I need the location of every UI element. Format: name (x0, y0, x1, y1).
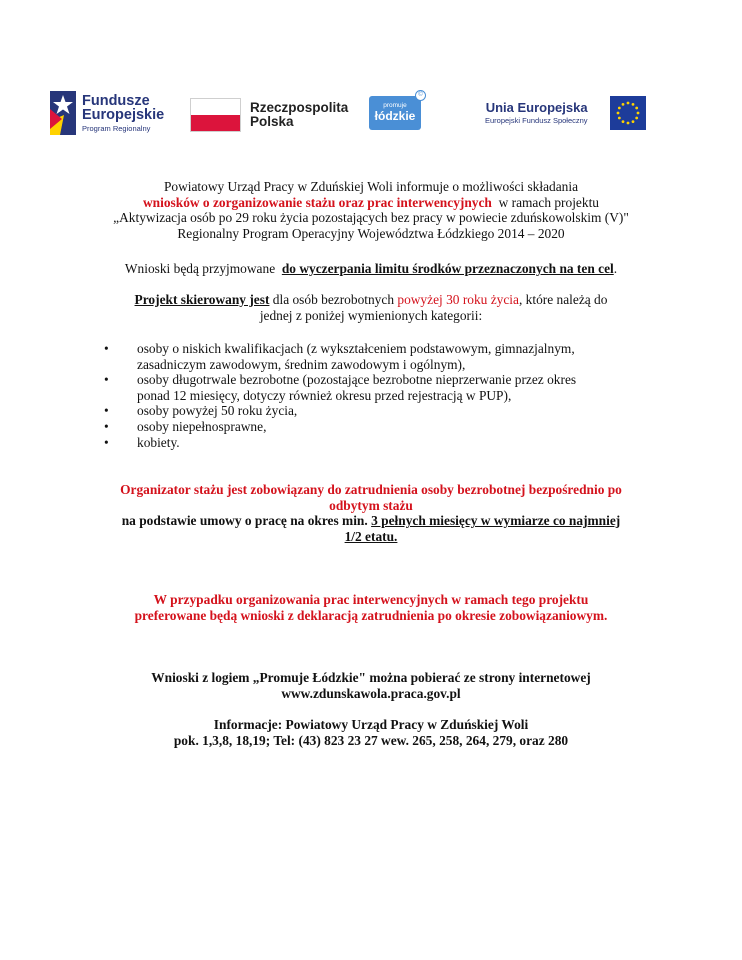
category-list (104, 341, 624, 450)
deadline-notice (0, 261, 742, 277)
rzeczpospolita-line2: Polska (250, 114, 294, 129)
rzeczpospolita-line1: Rzeczpospolita (250, 99, 349, 115)
fundusze-line3: Program Regionalny (82, 123, 151, 133)
eu-star-icon (635, 117, 638, 120)
download-line1: Wnioski z logiem „Promuje Łódzkie" można pobierać ze strony internetowej (151, 670, 591, 685)
eu-star-icon (616, 112, 619, 115)
bullet-icon: • (104, 418, 109, 434)
contact-line2: pok. 1,3,8, 18,19; Tel: (43) 823 23 27 wew. 265, 258, 264, 279, oraz 280 (173, 732, 569, 748)
list-item: • osoby długotrwale bezrobotne (pozostające bezrobotne nieprzerwanie przez okres ponad 12 miesięcy, dotyczy również okresu przed rejestracją w PUP), (104, 372, 577, 403)
copyright-icon: © (415, 90, 426, 101)
contact-line1: Informacje: Powiatowy Urząd Pracy w Zduńskiej Woli (213, 717, 529, 732)
logo-bar (0, 88, 742, 138)
unia-line2: Europejski Fundusz Społeczny (485, 116, 588, 126)
obligation-line3-prefix: na podstawie umowy o pracę na okres min. (121, 513, 368, 529)
bullet-icon: • (104, 372, 109, 388)
promuje-small-text: promuje (383, 102, 407, 110)
fundusze-line2: Europejskie (82, 107, 165, 124)
target-mid: dla osób bezrobotnych (272, 292, 395, 307)
list-item: • osoby powyżej 50 roku życia, (104, 403, 298, 419)
eu-star-icon (621, 103, 624, 106)
employer-obligation (0, 482, 742, 544)
target-line1 (0, 292, 742, 308)
poland-flag-icon (190, 98, 241, 132)
bullet-icon: • (104, 341, 109, 356)
eu-flag-icon (610, 96, 646, 130)
obligation-line4: 1/2 etatu. (344, 528, 398, 544)
promuje-big-text: łódzkie (374, 108, 416, 123)
intro-line2-emphasis: wniosków o zorganizowanie stażu oraz prac interwencyjnych (143, 194, 492, 210)
contact-info (0, 717, 742, 748)
website-link[interactable]: www.zdunskawola.praca.gov.pl (281, 685, 461, 701)
preference-line2: preferowane będą wnioski z deklaracją zatrudnienia po okresie zobowiązaniowym. (134, 607, 608, 623)
fundusze-europejskie-logo (50, 91, 164, 135)
eu-star-icon (618, 117, 621, 120)
eu-star-icon (618, 107, 621, 110)
obligation-line2: odbytym stażu (329, 497, 413, 513)
list-item: • kobiety. (104, 434, 180, 450)
eu-star-icon (636, 112, 639, 115)
deadline-suffix: . (613, 261, 618, 276)
obligation-line3-underlined: 3 pełnych miesięcy w wymiarze co najmniej (371, 513, 621, 529)
unia-europejska-logo (485, 96, 646, 130)
program-name: Regionalny Program Operacyjny Województwa Łódzkiego 2014 – 2020 (177, 225, 565, 241)
download-info (0, 670, 742, 701)
deadline-prefix: Wnioski będą przyjmowane (124, 261, 276, 276)
obligation-line1: Organizator stażu jest zobowiązany do zatrudnienia osoby bezrobotnej bezpośrednio po (120, 482, 622, 497)
intro-line2 (0, 195, 742, 211)
preference-notice (0, 592, 742, 623)
list-item: • osoby o niskich kwalifikacjach (z wykształceniem podstawowym, gimnazjalnym, zasadniczym zawodowym, średnim zawodowym i ogólnym), (104, 341, 575, 372)
unia-line1: Unia Europejska (485, 99, 588, 115)
target-line2: jednej z poniżej wymienionych kategorii: (259, 307, 483, 323)
bullet-icon: • (104, 434, 109, 450)
rzeczpospolita-polska-logo (190, 98, 348, 132)
eu-star-icon (626, 122, 629, 125)
intro-line1: Powiatowy Urząd Pracy w Zduńskiej Woli informuje o możliwości składania (163, 179, 579, 194)
promuje-lodzkie-logo (369, 92, 423, 130)
target-rest: , które należą do (518, 292, 608, 307)
eu-star-icon (621, 120, 624, 123)
target-group (0, 292, 742, 323)
eu-star-icon (626, 102, 629, 105)
eu-star-icon (635, 107, 638, 110)
bullet-icon: • (104, 403, 109, 419)
target-label: Projekt skierowany jest (134, 292, 270, 307)
obligation-line3 (0, 513, 742, 529)
eu-star-icon (631, 120, 634, 123)
project-title: „Aktywizacja osób po 29 roku życia pozostających bez pracy w powiecie zduńskowolskim (V)" (113, 210, 629, 226)
target-age: powyżej 30 roku życia (397, 292, 519, 307)
intro-section (0, 179, 742, 241)
eu-star-icon (631, 103, 634, 106)
deadline-emphasis: do wyczerpania limitu środków przeznaczonych na ten cel (281, 261, 614, 276)
list-item: • osoby niepełnosprawne, (104, 418, 267, 434)
fundusze-line1: Fundusze (82, 92, 150, 109)
fundusze-stars-icon (50, 91, 76, 135)
intro-line2-rest: w ramach projektu (498, 194, 599, 210)
preference-line1: W przypadku organizowania prac interwencyjnych w ramach tego projektu (153, 592, 589, 607)
